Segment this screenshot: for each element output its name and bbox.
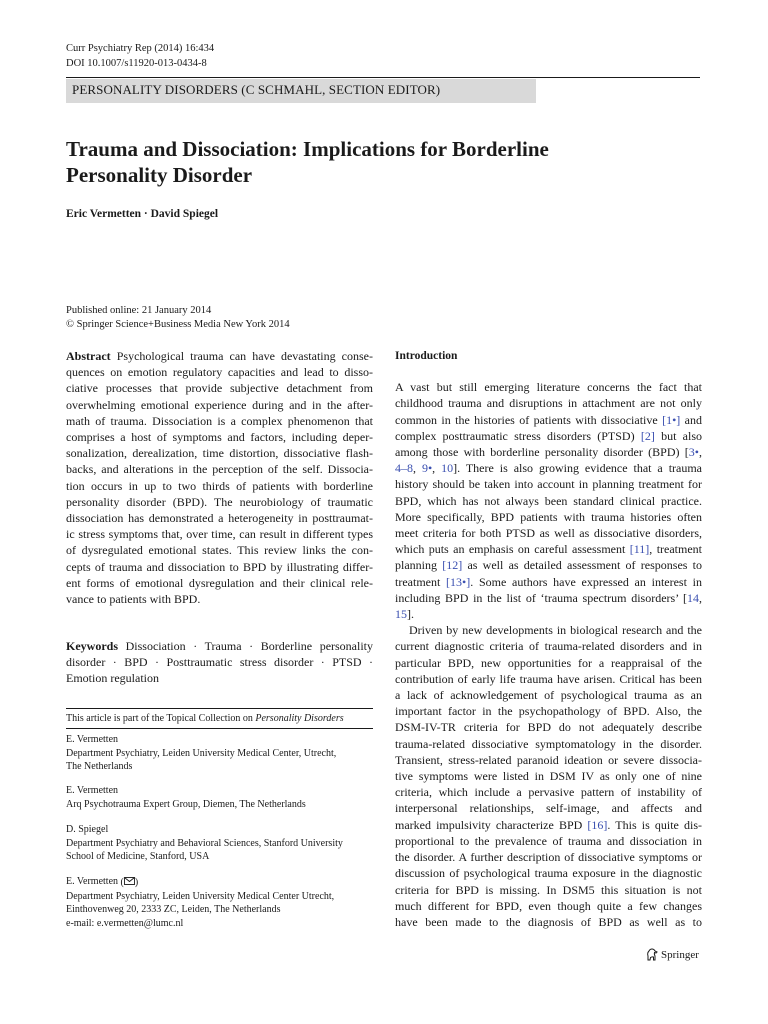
introduction-heading: Introduction xyxy=(395,350,458,362)
abstract-text: vance to patients with BPD. xyxy=(66,592,201,607)
text-run: Driven by new developments in biological research and the xyxy=(409,623,702,638)
keywords xyxy=(66,638,373,687)
abstract-text: ciative processes that provide subjective detachment from xyxy=(66,381,373,396)
publisher-logo xyxy=(646,948,699,961)
affiliation-block xyxy=(66,875,376,930)
keywords-label: Keywords xyxy=(66,639,118,653)
abstract-text: Psychological trauma can have devastating conse- xyxy=(116,349,373,363)
text-line xyxy=(395,557,702,573)
text-run: marked impulsivity characterize BPD xyxy=(395,817,588,832)
affiliation-line: Department Psychiatry, Leiden University Medical Center, Utrecht, xyxy=(66,747,337,759)
introduction xyxy=(395,348,702,930)
text-line xyxy=(395,525,702,541)
text-line xyxy=(395,784,702,800)
text-run: criteria, which include a pervasive pattern of instability of xyxy=(395,785,702,800)
text-run: but also xyxy=(654,428,702,443)
text-run: as well as detailed assessment of responses to xyxy=(462,558,703,573)
text-run: discussion of psychological trauma exposure in the diagnostic xyxy=(395,866,702,881)
envelope-icon[interactable]: ( ) xyxy=(120,877,139,888)
text-line xyxy=(395,622,702,638)
text-run: Transient, stress-related paranoid ideation or severe dissocia- xyxy=(395,752,702,767)
text-run: . Some authors have expressed an interest in xyxy=(470,574,702,589)
text-line xyxy=(395,687,702,703)
text-run: common in the histories of patients with dissociative xyxy=(395,412,663,427)
text-run: much different for BPD, even though quite a few changes xyxy=(395,898,702,913)
abstract-line xyxy=(66,364,373,380)
affiliation-author: E. Vermetten xyxy=(66,785,119,796)
affiliation-line: The Netherlands xyxy=(66,761,133,772)
text-run: tive symptoms were listed in DSM IV as only one of nine xyxy=(395,769,702,784)
publisher-name: Springer xyxy=(661,948,699,961)
abstract-text: personality disorder (BPD). The neurobiology of traumatic xyxy=(66,494,373,509)
text-line xyxy=(395,574,702,590)
abstract-line xyxy=(66,559,373,575)
text-run: and xyxy=(680,412,702,427)
title-line: Trauma and Dissociation: Implications for Borderline xyxy=(66,137,549,161)
abstract-line xyxy=(66,445,373,461)
text-run: history should be taken into account in planning treatment for xyxy=(395,477,702,492)
citation-link[interactable]: [12] xyxy=(442,558,463,573)
keywords-text: disorder · BPD · Posttraumatic stress disorder · PTSD · xyxy=(66,655,373,670)
text-line xyxy=(395,719,702,735)
affiliation-author: E. Vermetten xyxy=(66,876,119,887)
abstract-text: sonalization, derealization, time distortion, dissociative flash- xyxy=(66,446,373,461)
text-run: the disorder. A further description of dissociative symptoms or xyxy=(395,850,702,865)
citation-link[interactable]: [13•] xyxy=(446,574,471,589)
affiliation-block xyxy=(66,733,376,774)
keywords-line xyxy=(66,654,373,670)
affiliation-author-row xyxy=(66,875,376,890)
abstract-text: ic stress symptoms that, over time, can result in different types xyxy=(66,527,373,542)
abstract-text: tion occurs in up to two thirds of patients with borderline xyxy=(66,478,373,493)
topical-prefix: This article is part of the Topical Collection on xyxy=(66,713,256,724)
abstract-line xyxy=(66,510,373,526)
text-line xyxy=(395,655,702,671)
citation-link[interactable]: [2] xyxy=(640,428,655,443)
text-line xyxy=(395,476,702,492)
abstract-line xyxy=(66,397,373,413)
abstract-text: dissociation has demonstrated a heterogeneity in posttraumat- xyxy=(66,511,373,526)
text-line xyxy=(395,541,702,557)
springer-horse-icon xyxy=(646,948,658,961)
citation-link[interactable]: [11] xyxy=(629,542,650,557)
text-run: ]. xyxy=(407,607,414,622)
citation-link[interactable]: 15 xyxy=(395,607,407,622)
text-run: , xyxy=(413,461,422,476)
text-line xyxy=(395,509,702,525)
abstract xyxy=(66,348,373,607)
text-run: DSM-IV-TR criteria for BPD do not adequately describe xyxy=(395,720,702,735)
citation-link[interactable]: 3• xyxy=(688,445,699,460)
text-run: , xyxy=(699,590,702,605)
text-line xyxy=(395,914,702,930)
affiliation-line: School of Medicine, Stanford, USA xyxy=(66,851,210,862)
text-run: interpersonal relationships, self-image, and affects and xyxy=(395,801,702,816)
text-line xyxy=(395,817,702,833)
text-run: criteria for BPD is missing. In DSM5 this situation is not xyxy=(395,882,702,897)
topical-collection-note xyxy=(66,713,344,724)
text-line xyxy=(395,379,702,395)
text-run: complex posttraumatic stress disorders (PTSD) xyxy=(395,428,641,443)
text-run: More specifically, BPD patients with trauma histories often xyxy=(395,509,702,524)
text-line xyxy=(395,736,702,752)
text-run: proportional to the prevalence of trauma and dissociation in xyxy=(395,833,702,848)
text-run: important factor in the psychopathology of BPD. Also, the xyxy=(395,704,702,719)
abstract-text: quences on emotion regulatory capacities and lead to disso- xyxy=(66,365,373,380)
abstract-line xyxy=(66,591,373,607)
text-line xyxy=(395,882,702,898)
affiliation-line: Einthovenweg 20, 2333 ZC, Leiden, The Netherlands xyxy=(66,904,281,915)
text-line xyxy=(395,493,702,509)
text-run: A vast but still emerging literature concerns the fact that xyxy=(395,380,702,395)
abstract-text: ent forms of emotional dysregulation and their clinical rele- xyxy=(66,575,373,590)
citation-link[interactable]: [16] xyxy=(587,817,608,832)
citation-link[interactable]: 10 xyxy=(441,461,454,476)
article-title xyxy=(66,136,626,188)
text-line xyxy=(395,800,702,816)
citation-link[interactable]: 9• xyxy=(421,461,433,476)
section-editor-label: PERSONALITY DISORDERS (C SCHMAHL, SECTION EDITOR) xyxy=(72,82,441,97)
text-line xyxy=(395,865,702,881)
text-line xyxy=(395,898,702,914)
affiliation-line: Department Psychiatry and Behavioral Sciences, Stanford University xyxy=(66,837,343,849)
abstract-line xyxy=(66,461,373,477)
abstract-line xyxy=(66,348,373,364)
text-line xyxy=(395,752,702,768)
text-run: among those with borderline personality disorder (BPD) [ xyxy=(395,445,689,460)
text-line xyxy=(395,671,702,687)
text-run: , xyxy=(699,445,702,460)
text-run: planning xyxy=(395,558,443,573)
affiliation-block xyxy=(66,784,376,811)
keywords-text: Dissociation · Trauma · Borderline personality xyxy=(125,639,374,653)
text-run: which puts an emphasis on careful assessment xyxy=(395,542,630,557)
affiliation-rule xyxy=(66,728,373,729)
citation-link[interactable]: 4–8 xyxy=(395,461,413,476)
text-line xyxy=(395,412,702,428)
author-list[interactable]: Eric Vermetten · David Spiegel xyxy=(66,208,219,220)
journal-citation: Curr Psychiatry Rep (2014) 16:434 xyxy=(66,43,215,54)
abstract-line xyxy=(66,575,373,591)
keywords-line xyxy=(66,638,373,654)
text-run: contribution of early life trauma have arisen. Critical has been xyxy=(395,671,702,686)
copyright: © Springer Science+Business Media New York 2014 xyxy=(66,319,290,330)
abstract-line xyxy=(66,478,373,494)
text-run: have been made to the diagnosis of BPD as well as to xyxy=(395,914,702,929)
text-line xyxy=(395,428,702,444)
text-run: ]. There is also growing evidence that a trauma xyxy=(453,461,703,476)
abstract-line xyxy=(66,429,373,445)
text-run: childhood trauma and disruptions in attachment are not only xyxy=(395,396,702,411)
text-run: BPD, which has not always been standard clinical practice. xyxy=(395,493,702,508)
affiliation-author: E. Vermetten xyxy=(66,734,119,745)
introduction-paragraph xyxy=(395,379,702,622)
publication-info xyxy=(66,304,290,332)
keywords-text: Emotion regulation xyxy=(66,671,159,686)
text-run: meet criteria for both PTSD as well as dissociative disorders, xyxy=(395,526,702,541)
text-line xyxy=(395,849,702,865)
abstract-text: overwhelming emotional experience during and in the after- xyxy=(66,397,373,412)
text-line xyxy=(395,768,702,784)
citation-link[interactable]: [1•] xyxy=(662,412,681,427)
topical-collection-link[interactable]: Personality Disorders xyxy=(255,713,344,724)
published-online: Published online: 21 January 2014 xyxy=(66,305,212,316)
abstract-text: comprises a host of symptoms and factors, including deper- xyxy=(66,430,373,445)
text-run: , treatment xyxy=(649,542,703,557)
citation-link[interactable]: 14 xyxy=(687,590,699,605)
abstract-text: of dysregulated emotional states. This review links the con- xyxy=(66,543,373,558)
text-line xyxy=(395,833,702,849)
doi[interactable]: DOI 10.1007/s11920-013-0434-8 xyxy=(66,58,207,69)
email-link[interactable]: e-mail: e.vermetten@lumc.nl xyxy=(66,917,184,929)
text-run: . This is quite dis- xyxy=(607,817,702,832)
text-run: a lack of acknowledgement of psychological trauma as an xyxy=(395,688,702,703)
affiliation-line: Department Psychiatry, Leiden University Medical Center Utrecht, xyxy=(66,890,335,902)
abstract-text: math of trauma. Dissociation is a complex phenomenon that xyxy=(66,413,373,428)
abstract-line xyxy=(66,380,373,396)
text-line xyxy=(395,460,702,476)
text-run: treatment xyxy=(395,574,447,589)
text-line xyxy=(395,638,702,654)
text-line xyxy=(395,395,702,411)
affiliation-line: Arq Psychotrauma Expert Group, Diemen, The Netherlands xyxy=(66,798,306,810)
header-rule xyxy=(66,77,700,78)
abstract-text: cepts of trauma and dissociation to BPD by illustrating differ- xyxy=(66,559,373,574)
text-run: trauma-related dissociative symptomatology in the disorder. xyxy=(395,736,702,751)
affiliation-block xyxy=(66,823,376,864)
title-line: Personality Disorder xyxy=(66,163,253,187)
abstract-label: Abstract xyxy=(66,349,111,363)
text-run: current diagnostic criteria of trauma-related disorders and in xyxy=(395,639,702,654)
text-line xyxy=(395,590,702,606)
text-line xyxy=(395,606,702,622)
section-band xyxy=(66,79,536,103)
abstract-text: backs, and alterations in the perception of the self. Dissocia- xyxy=(66,462,373,477)
abstract-line xyxy=(66,526,373,542)
abstract-line xyxy=(66,413,373,429)
affiliation-author: D. Spiegel xyxy=(66,824,109,835)
text-run: particular BPD, new opportunities for a reappraisal of the xyxy=(395,655,702,670)
text-line xyxy=(395,703,702,719)
introduction-paragraph xyxy=(395,622,702,930)
affiliation-top-rule xyxy=(66,708,373,709)
abstract-line xyxy=(66,494,373,510)
text-run: including BPD in the list of ‘trauma spectrum disorders’ [ xyxy=(395,590,687,605)
abstract-line xyxy=(66,542,373,558)
text-run: , xyxy=(432,461,442,476)
keywords-line xyxy=(66,670,373,686)
text-line xyxy=(395,444,702,460)
